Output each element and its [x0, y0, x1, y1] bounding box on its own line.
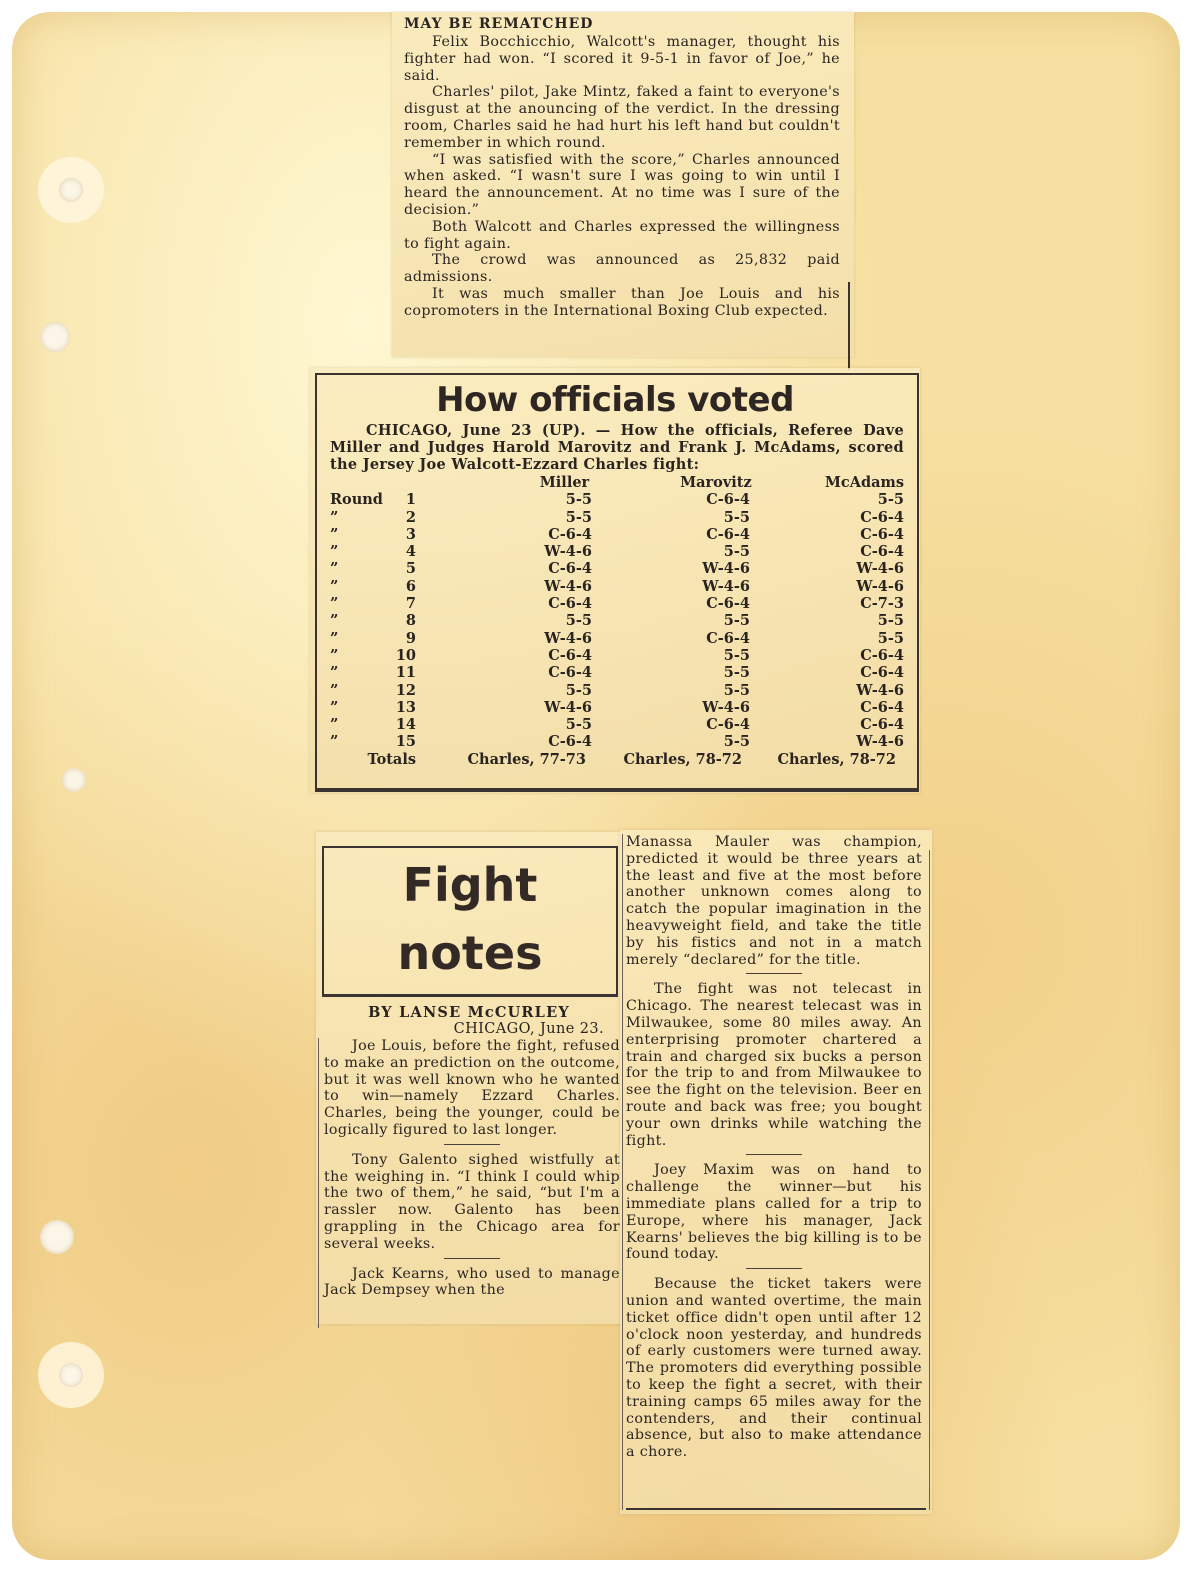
- fight-notes-title-line2: notes: [397, 926, 543, 980]
- mcadams-score-cell: W-4-6: [856, 577, 904, 595]
- article-paragraph: It was much smaller than Joe Louis and his copromoters in the International Boxing Club expected.: [404, 285, 840, 319]
- marovitz-score-cell: 5-5: [723, 646, 750, 664]
- round-label-cell: ”: [330, 560, 339, 578]
- mcadams-score-cell: C-7-3: [860, 595, 904, 613]
- score-rows: [330, 491, 904, 750]
- miller-score-cell: W-4-6: [544, 629, 592, 647]
- miller-score-cell: 5-5: [565, 681, 592, 699]
- table-row: [330, 699, 904, 716]
- round-number-cell: 15: [395, 733, 416, 751]
- clipping-may-be-rematched: [392, 12, 854, 357]
- marovitz-score-cell: 5-5: [723, 681, 750, 699]
- round-label-cell: ”: [330, 577, 339, 595]
- article-body: [404, 34, 840, 320]
- marovitz-score-cell: 5-5: [723, 543, 750, 561]
- column-rule: [622, 834, 623, 1510]
- fight-notes-left-body: [324, 1038, 620, 1299]
- binder-ring-bottom: [38, 1342, 104, 1408]
- marovitz-score-cell: C-6-4: [706, 629, 750, 647]
- round-number-cell: 7: [405, 595, 416, 613]
- totals-mcadams: Charles, 78-72: [777, 750, 896, 768]
- round-label-cell: ”: [330, 716, 339, 734]
- column-rule: [929, 850, 930, 1510]
- mcadams-score-cell: C-6-4: [860, 525, 904, 543]
- miller-score-cell: W-4-6: [544, 698, 592, 716]
- binder-hole-icon: [40, 1220, 74, 1254]
- byline: BY LANSE McCURLEY: [368, 1004, 570, 1021]
- binder-ring-top: [38, 157, 104, 223]
- column-rule: [848, 282, 850, 370]
- officials-lede: [330, 422, 904, 474]
- mcadams-score-cell: W-4-6: [856, 733, 904, 751]
- mcadams-score-cell: 5-5: [877, 629, 904, 647]
- round-label-cell: ”: [330, 525, 339, 543]
- binder-hole-icon: [62, 768, 86, 792]
- notes-paragraph: Tony Galento sighed wistfully at the weighing in. “I think I could whip the two of them,” he said, “but I'm a rassler now. Galento has been grappling in the Chicago area for several weeks.: [324, 1151, 620, 1252]
- miller-score-cell: C-6-4: [548, 646, 592, 664]
- table-row: [330, 491, 904, 508]
- round-number-cell: 3: [405, 525, 416, 543]
- header-cell: [372, 474, 422, 491]
- scrapbook-page: [12, 12, 1180, 1560]
- paragraph-divider: [444, 1258, 500, 1259]
- miller-score-cell: C-6-4: [548, 664, 592, 682]
- header-miller: Miller: [539, 474, 590, 491]
- round-number-cell: 4: [405, 543, 416, 561]
- clipping-fight-notes-left: [316, 832, 622, 1324]
- round-label-cell: ”: [330, 664, 339, 682]
- header-mcadams: McAdams: [824, 474, 904, 491]
- notes-paragraph: Manassa Mauler was champion, predicted it would be three years at the least and five at the most before another unknown comes along to catch the popular imagination in the heavyweight field, and take the title by his fistics and not in a match merely “declared” for the title.: [626, 834, 922, 968]
- round-label-cell: ”: [330, 595, 339, 613]
- paragraph-divider: [746, 1154, 802, 1155]
- round-label-cell: ”: [330, 508, 339, 526]
- table-row: [330, 716, 904, 733]
- paragraph-divider: [444, 1144, 500, 1145]
- binder-hole-icon: [59, 1363, 83, 1387]
- marovitz-score-cell: C-6-4: [706, 595, 750, 613]
- article-paragraph: Felix Bocchicchio, Walcott's manager, thought his fighter had won. “I scored it 9-5-1 in favor of Joe,” he said.: [404, 34, 840, 84]
- table-row: [330, 543, 904, 560]
- miller-score-cell: 5-5: [565, 508, 592, 526]
- table-row: [330, 526, 904, 543]
- article-paragraph: “I was satisfied with the score,” Charles announced when asked. “I wasn't sure I was going to win until I heard the announcement. At no time was I sure of the decision.”: [404, 151, 840, 218]
- miller-score-cell: C-6-4: [548, 525, 592, 543]
- round-number-cell: 5: [405, 560, 416, 578]
- marovitz-score-cell: W-4-6: [702, 560, 750, 578]
- mcadams-score-cell: C-6-4: [860, 646, 904, 664]
- table-row: [330, 682, 904, 699]
- article-paragraph: The crowd was announced as 25,832 paid admissions.: [404, 252, 840, 286]
- binder-hole-icon: [40, 322, 70, 352]
- marovitz-score-cell: W-4-6: [702, 698, 750, 716]
- round-label-cell: ”: [330, 681, 339, 699]
- round-label-cell: ”: [330, 698, 339, 716]
- marovitz-score-cell: 5-5: [723, 664, 750, 682]
- round-label-cell: Round: [330, 491, 383, 509]
- notes-paragraph: Joey Maxim was on hand to challenge the winner—but his immediate plans called for a trip to Europe, where his manager, Jack Kearns' believes the big killing is to be found today.: [626, 1162, 922, 1263]
- fight-notes-title-line1: Fight: [402, 858, 538, 912]
- score-table-header: [330, 474, 904, 491]
- officials-lede-text: CHICAGO, June 23 (UP). — How the officials, Referee Dave Miller and Judges Harold Marovitz and Frank J. McAdams, scored the Jersey Joe Walcott-Ezzard Charles fight:: [330, 422, 904, 474]
- fight-notes-right-body: [626, 834, 922, 1461]
- round-number-cell: 14: [395, 716, 416, 734]
- miller-score-cell: 5-5: [565, 491, 592, 509]
- round-number-cell: 13: [395, 698, 416, 716]
- officials-title: How officials voted: [436, 380, 794, 420]
- round-number-cell: 2: [405, 508, 416, 526]
- miller-score-cell: W-4-6: [544, 543, 592, 561]
- mcadams-score-cell: C-6-4: [860, 508, 904, 526]
- round-number-cell: 9: [405, 629, 416, 647]
- marovitz-score-cell: W-4-6: [702, 577, 750, 595]
- miller-score-cell: C-6-4: [548, 733, 592, 751]
- article-heading: MAY BE REMATCHED: [404, 16, 594, 32]
- round-label-cell: ”: [330, 646, 339, 664]
- dateline: CHICAGO, June 23.: [453, 1021, 604, 1037]
- binder-hole-icon: [59, 178, 83, 202]
- mcadams-score-cell: 5-5: [877, 491, 904, 509]
- header-marovitz: Marovitz: [680, 474, 752, 491]
- marovitz-score-cell: 5-5: [723, 612, 750, 630]
- table-row: [330, 595, 904, 612]
- table-row: [330, 630, 904, 647]
- round-number-cell: 11: [395, 664, 416, 682]
- round-number-cell: 1: [405, 491, 416, 509]
- table-row: [330, 664, 904, 681]
- marovitz-score-cell: 5-5: [723, 733, 750, 751]
- mcadams-score-cell: W-4-6: [856, 681, 904, 699]
- bottom-rule: [626, 1508, 926, 1510]
- round-label-cell: ”: [330, 629, 339, 647]
- mcadams-score-cell: 5-5: [877, 612, 904, 630]
- column-rule: [318, 1038, 319, 1328]
- totals-miller: Charles, 77-73: [467, 750, 586, 768]
- article-paragraph: Charles' pilot, Jake Mintz, faked a faint to everyone's disgust at the anouncing of the verdict. In the dressing room, Charles said he had hurt his left hand but couldn't remember in which round.: [404, 84, 840, 151]
- clipping-fight-notes-right: [620, 830, 932, 1514]
- notes-paragraph: Joe Louis, before the fight, refused to make an prediction on the outcome, but it was well known who he wanted to win—namely Ezzard Charles. Charles, being the younger, could be logically figured to last longer.: [324, 1038, 620, 1138]
- totals-marovitz: Charles, 78-72: [623, 750, 742, 768]
- table-row: [330, 647, 904, 664]
- round-label-cell: ”: [330, 733, 339, 751]
- table-row: [330, 560, 904, 577]
- mcadams-score-cell: W-4-6: [856, 560, 904, 578]
- notes-paragraph: The fight was not telecast in Chicago. The nearest telecast was in Milwaukee, some 80 miles away. An enterprising promoter chartered a train and charged six bucks a person for the trip to and from Milwaukee to see the fight on the television. Beer en route and back was free; you bought your own drinks while watching the fight.: [626, 981, 922, 1149]
- table-row: [330, 509, 904, 526]
- miller-score-cell: 5-5: [565, 612, 592, 630]
- table-row: [330, 733, 904, 750]
- round-number-cell: 6: [405, 577, 416, 595]
- header-cell: [330, 474, 372, 491]
- totals-label: Totals: [367, 750, 416, 768]
- round-number-cell: 10: [395, 646, 416, 664]
- notes-paragraph: Jack Kearns, who used to manage Jack Dempsey when the: [324, 1265, 620, 1299]
- mcadams-score-cell: C-6-4: [860, 664, 904, 682]
- marovitz-score-cell: C-6-4: [706, 716, 750, 734]
- round-number-cell: 8: [405, 612, 416, 630]
- score-table: [330, 474, 904, 768]
- miller-score-cell: 5-5: [565, 716, 592, 734]
- round-label-cell: ”: [330, 612, 339, 630]
- notes-paragraph: Because the ticket takers were union and wanted overtime, the main ticket office didn't open until after 12 o'clock noon yesterday, and hundreds of early customers were turned away. The promoters did everything possible to keep the fight a secret, with their training camps 65 miles away for the contenders, and their continual absence, but also to make attendance a chore.: [626, 1276, 922, 1461]
- paragraph-divider: [746, 973, 802, 974]
- clipping-how-officials-voted: [310, 368, 920, 793]
- paragraph-divider: [746, 1268, 802, 1269]
- mcadams-score-cell: C-6-4: [860, 698, 904, 716]
- round-number-cell: 12: [395, 681, 416, 699]
- score-totals-row: [330, 751, 904, 768]
- fight-notes-title-box: [322, 846, 618, 997]
- miller-score-cell: C-6-4: [548, 560, 592, 578]
- miller-score-cell: W-4-6: [544, 577, 592, 595]
- round-label-cell: ”: [330, 543, 339, 561]
- table-row: [330, 612, 904, 629]
- miller-score-cell: C-6-4: [548, 595, 592, 613]
- mcadams-score-cell: C-6-4: [860, 716, 904, 734]
- marovitz-score-cell: C-6-4: [706, 491, 750, 509]
- marovitz-score-cell: C-6-4: [706, 525, 750, 543]
- mcadams-score-cell: C-6-4: [860, 543, 904, 561]
- article-paragraph: Both Walcott and Charles expressed the willingness to fight again.: [404, 218, 840, 252]
- marovitz-score-cell: 5-5: [723, 508, 750, 526]
- table-row: [330, 578, 904, 595]
